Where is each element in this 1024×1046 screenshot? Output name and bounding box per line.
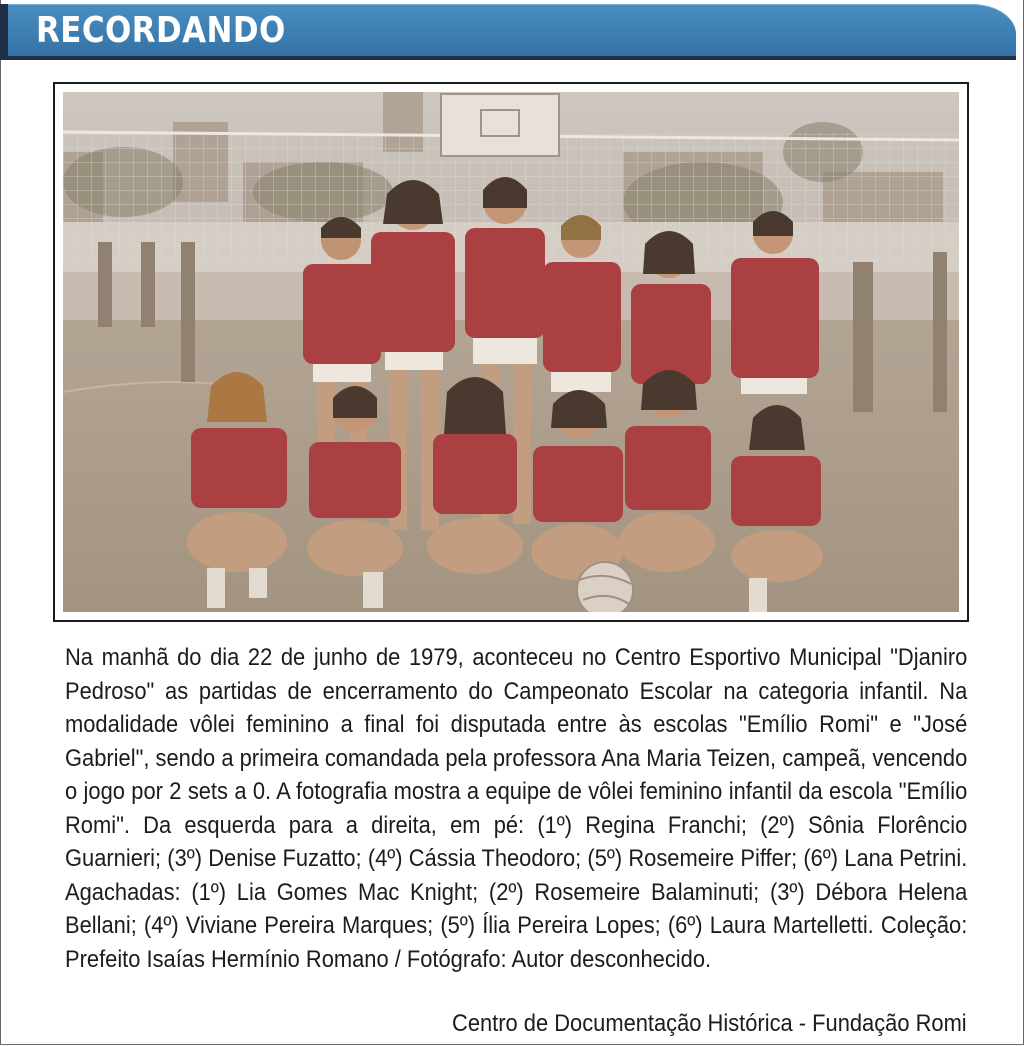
photo-frame xyxy=(53,82,969,622)
section-title: RECORDANDO xyxy=(36,10,286,51)
header-left-stripe xyxy=(0,4,8,60)
section-header xyxy=(0,0,1024,62)
photo-caption: Na manhã do dia 22 de junho de 1979, aconteceu no Centro Esportivo Municipal "Djaniro Pedroso" as partidas de encerramento do Campeonato Escolar na categoria infantil. Na modalidade vôlei feminino a final foi disputada entre às escolas "Emílio Romi" e "José Gabriel", sendo a primeira comandada pela professora Ana Maria Teizen, campeã, vencendo o jogo por 2 sets a 0. A fotografia mostra a equipe de vôlei feminino infantil da escola "Emílio Romi". Da esquerda para a direita, em pé: (1º) Regina Franchi; (2º) Sônia Florêncio Guarnieri; (3º) Denise Fuzatto; (4º) Cássia Theodoro; (5º) Rosemeire Piffer; (6º) Lana Petrini. Agachadas: (1º) Lia Gomes Mac Knight; (2º) Rosemeire Balaminuti; (3º) Débora Helena Bellani; (4º) Viviane Pereira Marques; (5º) Ília Pereira Lopes; (6º) Laura Martelletti. Coleção: Prefeito Isaías Hermínio Romano / Fotógrafo: Autor desconhecido. xyxy=(65,644,968,973)
team-photo xyxy=(63,92,959,612)
team-photo-illustration xyxy=(63,92,959,612)
photo-credit: Centro de Documentação Histórica - Fundação Romi xyxy=(452,1010,967,1037)
